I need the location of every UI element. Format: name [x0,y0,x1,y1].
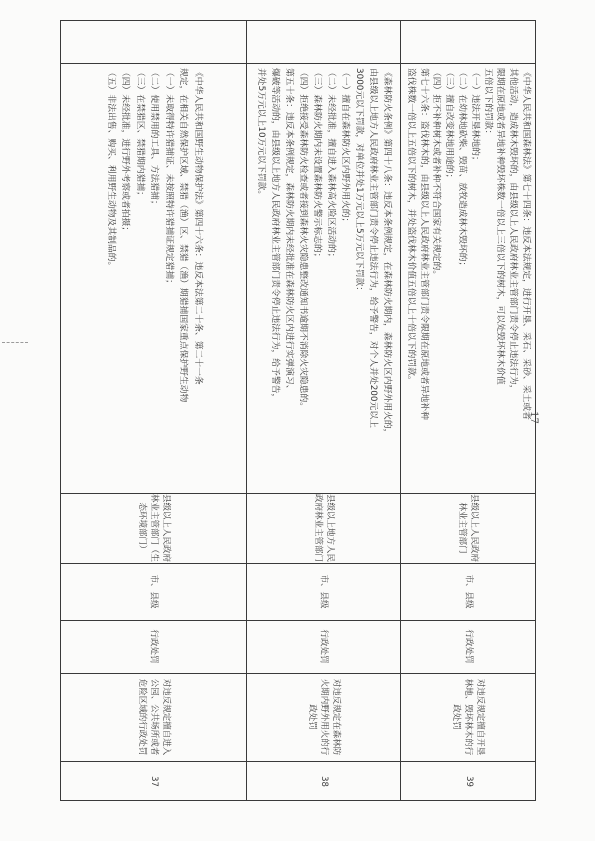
basis-line: 第七十六条：盗伐林木的，由县级以上人民政府林业主管部门责令限期在原地或者异地补种 [418,68,429,420]
item-name-text: 对违反规定擅自进入公园、公共场所或者危险区域的行政处罚 [136,678,171,756]
seq-cell [401,761,535,801]
basis-line: 规定，在相关自然保护区域、禁猎（渔）区、禁猎（渔）期猎捕国家重点保护野生动物 [177,68,188,403]
item-name-cell [247,673,400,761]
basis-line: 由县级以上地方人民政府林业主管部门责令停止违法行为，给予警告，对个人并处200元以上 [367,68,378,428]
department-cell [247,493,400,563]
enforcement-table [60,20,536,801]
basis-line: （二）在幼林地砍柴、毁苗、放牧造成林木毁坏的； [457,68,467,271]
legal-basis-cell [247,63,400,493]
basis-line: （四）拒不补种树木或者补种不符合国家有关规定的。 [431,68,442,280]
basis-line: （二）使用禁用的工具、方法猎捕； [148,68,159,209]
department-cell [61,493,246,563]
type-cell [401,620,535,673]
level-text: 市、县级 [318,574,329,609]
basis-line: （一）擅自在森林防火区内野外用火的； [339,68,350,227]
type-text: 行政处罚 [463,629,474,664]
basis-line: 爆破等活动的，由县级以上地方人民政府林业主管部门责令停止违法行为，给予警告， [269,68,280,403]
table-row [247,21,400,800]
item-name-cell [61,673,246,761]
basis-line: 盗伐株数一倍以上五倍以下的树木，并处盗伐林木价值五倍以上十倍以下的罚款。 [405,68,416,385]
basis-line: （三）在禁猎区、禁猎期内猎捕； [134,68,145,200]
basis-line: （一）违法开垦林地的； [469,68,480,165]
seq-text: 38 [318,775,329,787]
item-name-text: 对违反规定在森林防火期内野外用火的行政处罚 [306,678,341,756]
legal-basis-cell [61,63,246,493]
level-text: 市、县级 [148,574,159,609]
basis-line: 其他活动，造成林木毁坏的，由县级以上人民政府林业主管部门责令停止违法行为， [508,68,519,394]
item-name-text: 对违反规定擅自开垦林地、毁坏林木的行政处罚 [451,678,485,756]
seq-cell [61,761,246,801]
type-cell [61,620,246,673]
seq-text: 37 [148,775,159,787]
level-text: 市、县级 [463,574,474,609]
level-cell [247,563,400,620]
type-text: 行政处罚 [318,629,329,664]
table-row [401,21,535,800]
department-text: 县级以上人民政府林业主管部门 [457,494,479,563]
basis-line: （二）未经批准，擅自进入森林高火险区活动的； [325,68,336,262]
basis-line: 《森林防火条例》第四十八条：违反本条例规定，在森林防火期内，森林防火区内野外用火的， [381,68,392,438]
basis-line: 《中华人民共和国森林法》第七十四条：违反本法规定，进行开垦、采石、采砂、采土或者 [520,68,531,420]
type-text: 行政处罚 [148,629,159,664]
level-cell [401,563,535,620]
table-row [61,21,246,800]
basis-line: （三）森林防火期内未设置森林防火警示标志的； [311,68,322,262]
department-text: 县级以上人民政府林业主管部门（生态环境部门） [136,494,171,563]
basis-line: （一）未取得特许猎捕证、未按照特许猎捕证规定猎捕； [163,68,174,288]
basis-line: 五倍以下的罚款： [482,68,493,139]
item-name-cell [401,673,535,761]
basis-line: 并处5万元以上10万元以下罚款。 [255,68,266,200]
legal-basis-cell [401,63,535,493]
basis-line: 3000元以下罚款，对单位并处1万元以上5万元以下罚款： [353,68,364,296]
basis-line: （五）非法出售、购买、利用野生动物及其制品的。 [105,68,116,271]
department-cell [401,493,535,563]
seq-cell [247,761,400,801]
basis-line: 限期在原地或者异地补种毁坏株数一倍以上三倍以下的树木，可以处毁坏林木价值 [495,68,506,385]
page-number: 17 [527,411,539,424]
basis-line: （四）拒绝接受森林防火检查或者接到森林火灾隐患整改通知书逾期不消除火灾隐患的。 [297,68,308,412]
type-cell [247,620,400,673]
basis-line: （三）擅自改变林地用途的； [444,68,455,183]
basis-line: （四）未经批准，进行野外考察或者拍摄； [119,68,130,236]
department-text: 县级以上地方人民政府林业主管部门 [312,494,335,563]
level-cell [61,563,246,620]
seq-text: 39 [463,775,474,787]
basis-line: 第五十条：违反本条例规定，森林防火期内未经批准在森林防火区内进行实弹演习、 [283,68,294,394]
binding-margin-mark [2,342,28,343]
basis-line: 《中华人民共和国野生动物保护法》第四十六条：违反本法第二十条、第二十一条 [192,68,203,385]
